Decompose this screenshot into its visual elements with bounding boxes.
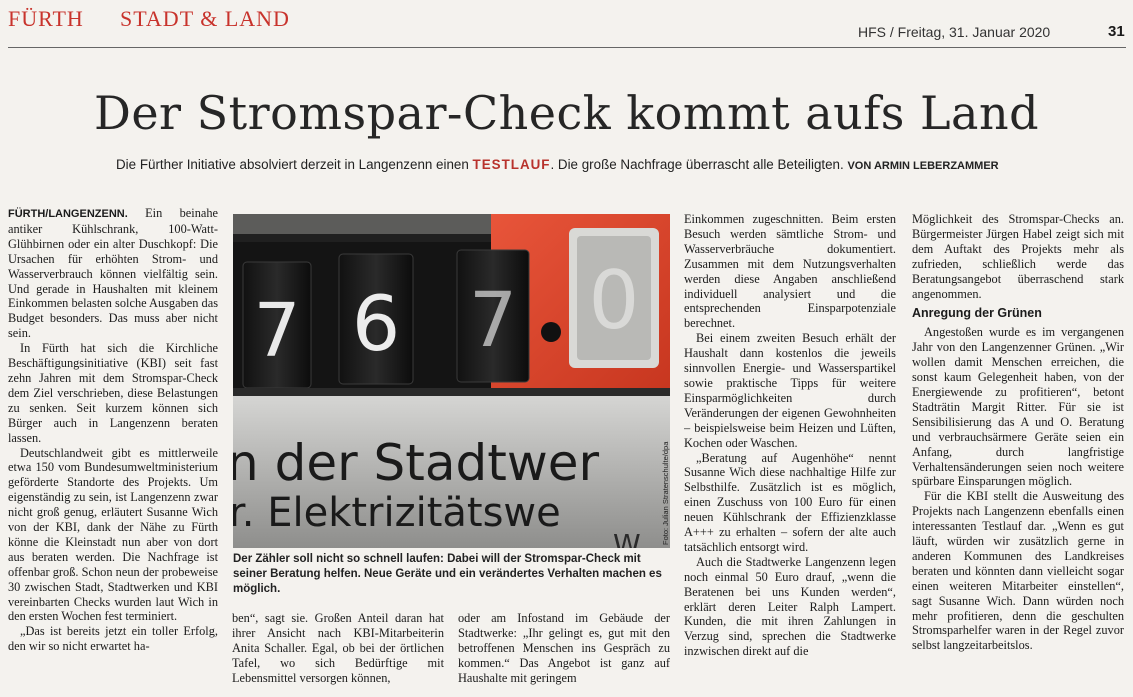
top-rule xyxy=(8,47,1126,48)
paragraph: „Beratung auf Augenhöhe“ nennt Susanne Wich diese nachhaltige Hilfe zur Selbsthilfe. Zusätzlich ist es möglich, einen Zuschuss von 100 Euro für einen neuen Kühlschrank der Effizienzklasse A+++ zu erhalten – sofern der alte auch tatsächlich entsorgt wird. xyxy=(684,450,896,554)
section-region: STADT & LAND xyxy=(120,6,290,31)
plate-text: r. Elektrizitätswe xyxy=(233,490,561,536)
article-column-3 xyxy=(684,212,896,697)
subline-highlight: TESTLAUF xyxy=(472,157,551,172)
paragraph: Deutschlandweit gibt es mittlerweile etwa 150 vom Bundesumweltministerium geförderte Standorte des Projekts. Um eigenständig zu sein, ist Langenzenn zwar nicht groß genug, erläutert Susanne Wich von der KBI, dank der Nähe zu Fürth könne die Kleinstadt nun aber von dort aus beraten werden. Die Nachfrage ist offenbar groß. Schon neun der probeweise 30 zwischen Stadt, Stadtwerken und KBI vereinbarten Checks wurden laut Wich in den ersten Wochen fest terminiert. xyxy=(8,445,218,624)
paragraph: In Fürth hat sich die Kirchliche Beschäftigungsinitiative (KBI) seit fast zehn Jahren mit dem Stromspar-Check dem Ziel verschrieben, diese Belastungen zu senken. Seit kurzem können sich Bürger auch in Langenzenn beraten lassen. xyxy=(8,341,218,445)
plate-text: W xyxy=(613,528,641,548)
paragraph: Für die KBI stellt die Ausweitung des Projekts nach Langenzenn ebenfalls einen interessanten Testlauf dar. „Wenn es gut läuft, würden wir zusätzlich gerne in anderen Kommunen des Landkreises beraten und könnten dann vielleicht sogar einen weiteren Mitarbeiter einstellen“, sagt Susanne Wich. Dann würden noch mehr profitieren, denn die geschulten Stromsparhelfer waren in der Regel zuvor selbst langzeitarbeitslos. xyxy=(912,489,1124,653)
paragraph-text: Ein beinahe antiker Kühlschrank, 100-Watt-Glühbirnen oder ein alter Duschkopf: Die Ursachen für erhöhten Strom- und Wasserverbrauch können vielfältig sein. Und gerade in Haushalten mit kleinem Einkommen belasten solche Ausgaben das Budget besonders. Das muss aber nicht sein. xyxy=(8,206,218,341)
subheading: Anregung der Grünen xyxy=(912,306,1042,321)
photo-credit: Foto: Julian Stratenschulte/dpa xyxy=(661,441,670,545)
subline xyxy=(116,157,1126,172)
byline: VON ARMIN LEBERZAMMER xyxy=(847,160,999,172)
paragraph: ben“, sagt sie. Großen Anteil daran hat ihrer Ansicht nach KBI-Mitarbeiterin Anita Schaller. Egal, ob bei der örtlichen Tafel, wo sich Bedürftige mit Lebensmittel versorgen können, xyxy=(232,611,444,685)
article-column-3-bottom xyxy=(458,611,670,697)
meter-digit: 6 xyxy=(351,279,401,368)
paragraph: Bei einem zweiten Besuch erhält der Haushalt dann kostenlos die jeweils sinnvollen Energie- und Wasserspartikel sowie praktische Tipps für weitere Einsparmöglichkeiten durch Veränderungen der eigenen Gewohnheiten – beispielsweise beim Heizen und Lüften, Kochen oder Waschen. xyxy=(684,331,896,450)
meter-digit: 7 xyxy=(253,288,301,374)
plate-text: n der Stadtwer xyxy=(233,434,600,492)
section-city: FÜRTH xyxy=(8,6,84,31)
paragraph: oder am Infostand im Gebäude der Stadtwerke: „Ihr gelingt es, gut mit den betroffenen Menschen ins Gespräch zu kommen.“ Das Angebot ist ganz auf Haushalte mit geringem xyxy=(458,611,670,685)
article-column-4 xyxy=(912,212,1124,697)
decimal-point xyxy=(541,322,561,342)
paragraph: Auch die Stadtwerke Langenzenn legen noch einmal 50 Euro drauf, „wenn die Beratenen bei uns Kunden werden“, erklärt deren Leiter Ralph Lampert. Kunden, die mit ihren Zahlungen in Verzug sind, sprechen die Stadtwerke inzwischen direkt auf die xyxy=(684,554,896,659)
photo-caption: Der Zähler soll nicht so schnell laufen: Dabei will der Stromspar-Check mit seiner Beratung helfen. Neue Geräte und ein verändertes Verhalten machen es möglich. xyxy=(233,553,662,595)
meter-digit: 0 xyxy=(588,254,640,347)
paragraph: Angestoßen wurde es im vergangenen Jahr von den Langenzenner Grünen. „Wir wollen damit Menschen erreichen, die sonst kaum Gelegenheit haben, von der Energiewende zu profitieren“, betont Stadträtin Margit Ritter. Für sie ist Sensibilisierung das A und O. Beratung und verbrauchsärmere Geräte seien ein Anfang, durch langfristige Verhaltensänderungen seien noch weitere spürbare Einsparungen möglich. xyxy=(912,325,1124,489)
article-column-2 xyxy=(232,611,444,697)
paragraph: Möglichkeit des Stromspar-Checks an. Bürgermeister Jürgen Habel zeigt sich mit dem Auftakt des Projekts mehr als zufrieden, schließlich werde das Beratungsangebot überraschend stark angenommen. xyxy=(912,212,1124,301)
meter-digit: 7 xyxy=(468,275,518,364)
plate-edge xyxy=(233,388,670,396)
subline-text: Die Fürther Initiative absolviert derzeit in Langenzenn einen xyxy=(116,157,473,172)
dateline: FÜRTH/LANGENZENN. xyxy=(8,208,128,220)
page-number: 31 xyxy=(1108,23,1125,40)
paragraph: Einkommen zugeschnitten. Beim ersten Besuch werden sämtliche Strom- und Wasserverbräuche dokumentiert. Zusammen mit dem Nutzungsverhalten werden diese Angaben anschließend individuell analysiert und die entsprechenden Einsparpotenziale berechnet. xyxy=(684,212,896,331)
paragraph: „Das ist bereits jetzt ein toller Erfolg, den wir so nicht erwartet ha- xyxy=(8,624,218,654)
article-column-1 xyxy=(8,206,218,696)
meter-photo xyxy=(233,214,670,548)
paragraph xyxy=(8,206,218,341)
headline: Der Stromspar-Check kommt aufs Land xyxy=(93,86,1040,140)
issue-info: HFS / Freitag, 31. Januar 2020 xyxy=(858,24,1051,40)
subline-text-after: . Die große Nachfrage überrascht alle Beteiligten. xyxy=(550,157,844,172)
